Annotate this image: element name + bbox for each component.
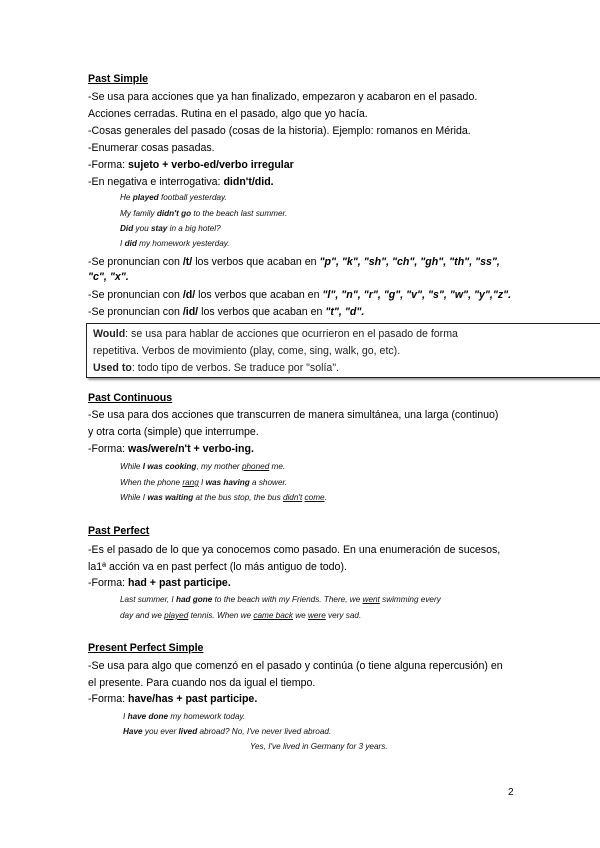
example-line: My family didn't go to the beach last summer.	[120, 209, 288, 218]
example-line: While I was cooking, my mother phoned me.	[120, 462, 286, 471]
form-line: -Forma: sujeto + verbo-ed/verbo irregular	[88, 159, 294, 171]
text-line: -Se usa para algo que comenzó en el pasado y continúa (o tiene alguna repercusión) en	[88, 660, 503, 672]
text-line: la1ª acción va en past perfect (lo más antiguo de todo).	[88, 561, 347, 573]
pronunciation-line: "c", "x".	[88, 271, 129, 283]
text-line: -Se usa para dos acciones que transcurren de manera simultánea, una larga (continuo)	[88, 409, 499, 421]
text-line: y otra corta (simple) que interrumpe.	[88, 426, 259, 438]
example-line: When the phone rang I was having a shower.	[120, 478, 288, 487]
text-line: -Cosas generales del pasado (cosas de la historia). Ejemplo: romanos en Mérida.	[88, 125, 471, 137]
pronunciation-line: -Se pronuncian con /t/ los verbos que acaban en "p", "k", "sh", "ch", "gh", "th", "ss",	[88, 256, 500, 268]
example-line: Have you ever lived abroad? No, I've never lived abroad.	[123, 727, 332, 736]
text-line: -Es el pasado de lo que ya conocemos como pasado. En una enumeración de sucesos,	[88, 544, 501, 556]
page-number: 2	[508, 787, 514, 798]
example-line: I have done my homework today.	[123, 712, 246, 721]
example-line: day and we played tennis. When we came back we were very sad.	[120, 611, 362, 620]
heading-past-perfect: Past Perfect	[88, 525, 150, 537]
text-line: -Se usa para acciones que ya han finalizado, empezaron y acabaron en el pasado.	[88, 91, 478, 103]
example-line: While I was waiting at the bus stop, the bus didn't come.	[120, 493, 327, 502]
note-line: Used to: todo tipo de verbos. Se traduce por "solía".	[93, 362, 340, 374]
note-line: repetitiva. Verbos de movimiento (play, come, sing, walk, go, etc).	[93, 345, 401, 357]
example-line: Did you stay in a big hotel?	[120, 224, 221, 233]
form-line: -En negativa e interrogativa: didn't/did.	[88, 176, 274, 188]
note-line: Would: se usa para hablar de acciones que ocurrieron en el pasado de forma	[93, 328, 458, 340]
pronunciation-line: -Se pronuncian con /d/ los verbos que acaban en "l", "n", "r", "g", "v", "s", "w", "y","z".	[88, 289, 512, 301]
example-line: Yes, I've lived in Germany for 3 years.	[250, 742, 388, 751]
form-line: -Forma: have/has + past participe.	[88, 693, 258, 705]
note-box	[86, 323, 600, 378]
pronunciation-line: -Se pronuncian con /id/ los verbos que acaban en "t", "d".	[88, 306, 365, 318]
form-line: -Forma: had + past participe.	[88, 577, 231, 589]
example-line: I did my homework yesterday.	[120, 239, 230, 248]
heading-present-perfect: Present Perfect Simple	[88, 642, 204, 654]
text-line: Acciones cerradas. Rutina en el pasado, algo que yo hacía.	[88, 108, 368, 120]
heading-past-continuous: Past Continuous	[88, 392, 173, 404]
heading-past-simple: Past Simple	[88, 73, 149, 85]
text-line: el presente. Para cuando nos da igual el tiempo.	[88, 677, 316, 689]
example-line: Last summer, I had gone to the beach with my Friends. There, we went swimming every	[120, 595, 441, 604]
text-line: -Enumerar cosas pasadas.	[88, 142, 215, 154]
form-line: -Forma: was/were/n't + verbo-ing.	[88, 443, 254, 455]
example-line: He played football yesterday.	[120, 193, 227, 202]
